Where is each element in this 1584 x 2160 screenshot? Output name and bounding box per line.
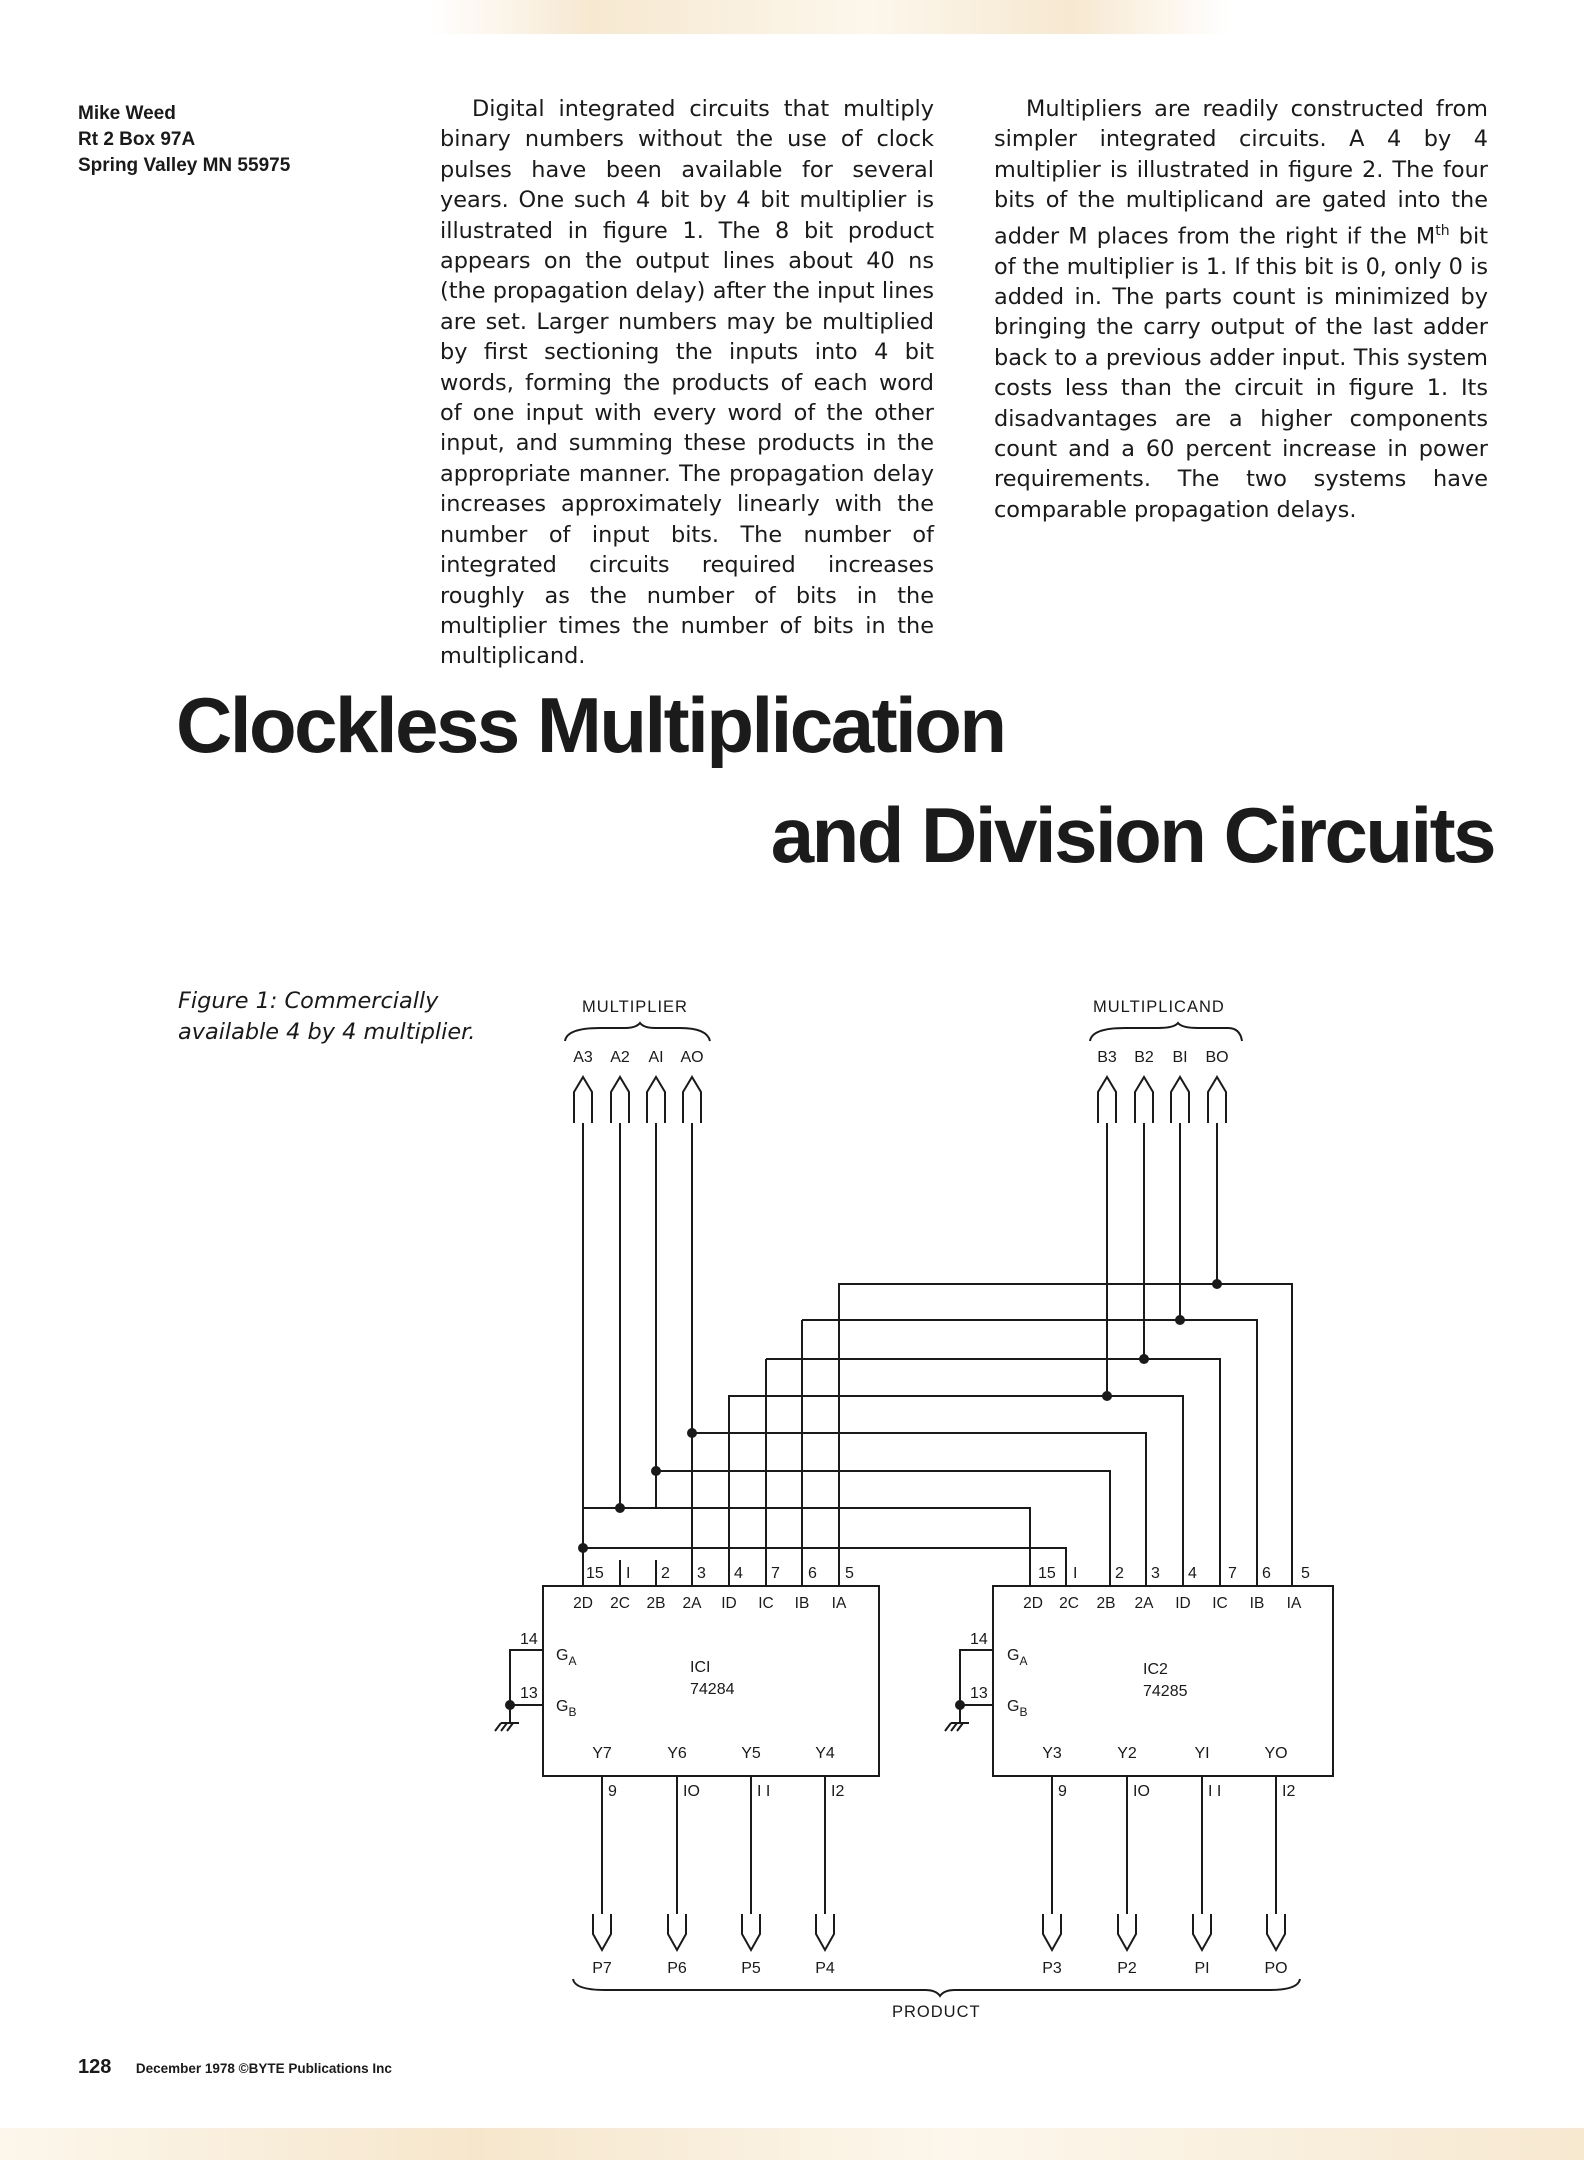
ic1-output-label: Y5 <box>741 1745 761 1762</box>
ic1-pin-number: 3 <box>697 1565 706 1582</box>
ic1-pin-name: IA <box>831 1595 847 1612</box>
ic2-pin-ticks <box>1030 1560 1292 1586</box>
ic2-output-pin: I I <box>1208 1783 1222 1800</box>
ic1-gate-b: $G_B$ <box>556 1698 577 1719</box>
ic2-output-label: YO <box>1264 1745 1288 1762</box>
junction-dot <box>1212 1279 1222 1289</box>
ic2-pin-name: 2D <box>1023 1595 1043 1612</box>
input-label-AO: AO <box>680 1049 704 1066</box>
ic2-pin-name: ID <box>1175 1595 1191 1612</box>
ic2-pin-number: 5 <box>1301 1565 1310 1582</box>
ic2-output-label: YI <box>1194 1745 1210 1762</box>
pin-arrow-A2 <box>611 1077 629 1123</box>
ic1-output-pin: I I <box>757 1783 771 1800</box>
junction-dot <box>505 1700 515 1710</box>
body-paragraph-2-end: bit of the multiplier is 1. If this bit is 0, only 0 is added in. The parts count is minimized by bringing the carry output of the last adder back to a previous adder input. This system costs less than the circuit in figure 1. Its disadvantages are a higher components count and a 60 percent increase in power requirements. The two systems have comparable propagation delays. <box>994 223 1488 523</box>
ic1-pin-name: 2C <box>610 1595 630 1612</box>
ic1-pin-name: IC <box>758 1595 774 1612</box>
ic2-pin-name: 2B <box>1096 1595 1116 1612</box>
junction-dot <box>1139 1354 1149 1364</box>
product-label-P3: P3 <box>1042 1960 1062 1977</box>
ic1-gate-a: $G_A$ <box>556 1647 577 1668</box>
ic1-pin-number: I <box>626 1565 631 1582</box>
wire-AO-to-ic2 <box>692 1433 1146 1586</box>
ic1-output-label: Y4 <box>815 1745 835 1762</box>
pin-arrow-BI <box>1171 1077 1189 1123</box>
input-label-BO: BO <box>1205 1049 1229 1066</box>
wire-ic1-out <box>602 1776 825 1914</box>
ic2-gate-pin: 13 <box>970 1685 988 1702</box>
product-label-P5: P5 <box>741 1960 761 1977</box>
ic1-pin-number: 4 <box>734 1565 743 1582</box>
input-label-A2: A2 <box>610 1049 630 1066</box>
ic1-pin-name: 2D <box>573 1595 593 1612</box>
junction-dot <box>687 1428 697 1438</box>
ic2-pin-name: IC <box>1212 1595 1228 1612</box>
ic1-gate-pin: 14 <box>520 1631 538 1648</box>
ic1-pin-name: 2A <box>682 1595 702 1612</box>
ic1-pin-number: 7 <box>771 1565 780 1582</box>
ic1-output-pin: I2 <box>831 1783 845 1800</box>
wire-ic2-out <box>1052 1776 1276 1914</box>
ic1-pin-number: 6 <box>808 1565 817 1582</box>
pin-arrow-B2 <box>1135 1077 1153 1123</box>
wire-ic2-pin7 <box>1217 1284 1292 1586</box>
junction-dot <box>1175 1315 1185 1325</box>
ic2-name: IC2 <box>1143 1661 1168 1678</box>
junction-dot <box>615 1503 625 1513</box>
author-name: Mike Weed <box>78 103 176 124</box>
input-label-AI: AI <box>648 1049 664 1066</box>
ic1-output-label: Y6 <box>667 1745 687 1762</box>
pin-arrow-AI <box>647 1077 665 1123</box>
body-paragraph-1: Digital integrated circuits that multiply binary numbers without the use of clock pulses have been available for several years. One such 4 bit by 4 bit multiplier is illustrated in figure 1. The 8 bit product appears on the output lines about 40 ns (the propagation delay) after the input lines are set. Larger numbers may be multiplied by first sectioning the inputs into 4 bit words, forming the products of each word of one input with every word of the other input, and summing these products in the appropriate manner. The propagation delay increases approximately linearly with the number of input bits. The number of integrated circuits required increases roughly as the number of bits in the multiplier times the number of bits in the multiplicand. <box>440 96 934 670</box>
wire-A2 <box>583 1123 620 1508</box>
wire-ic1-pin4 <box>729 1396 1107 1586</box>
author-address-line2: Spring Valley MN 55975 <box>78 155 291 176</box>
ic2-pin-name: 2C <box>1059 1595 1079 1612</box>
product-label: PRODUCT <box>892 2003 981 2021</box>
ic1-pin-name: 2B <box>646 1595 666 1612</box>
junction-dot <box>651 1466 661 1476</box>
ic2-pin-number: I <box>1073 1565 1078 1582</box>
ic2-output-pin: 9 <box>1058 1783 1067 1800</box>
multiplicand-label: MULTIPLICAND <box>1093 998 1225 1016</box>
body-paragraph-2-start: Multipliers are readily constructed from simpler integrated circuits. A 4 by 4 multiplier is illustrated in figure 2. The four bits of the multiplicand are gated into the adder M places from the right if the M <box>994 96 1488 250</box>
ic2-pin-number: 7 <box>1228 1565 1237 1582</box>
footer-date-line: December 1978 ©BYTE Publications Inc <box>135 2061 392 2076</box>
ic1-output-pin: 9 <box>608 1783 617 1800</box>
pin-arrow-AO <box>683 1077 701 1123</box>
pin-arrow-A3 <box>574 1077 592 1123</box>
multiplier-label: MULTIPLIER <box>582 998 688 1016</box>
author-address-line1: Rt 2 Box 97A <box>78 129 196 150</box>
pin-arrow-B3 <box>1098 1077 1116 1123</box>
product-label-PI: PI <box>1194 1960 1210 1977</box>
ic2-pin-number: 4 <box>1188 1565 1197 1582</box>
ic1-pin-number: 2 <box>661 1565 670 1582</box>
product-arrows <box>593 1914 1285 1950</box>
input-label-B2: B2 <box>1134 1049 1154 1066</box>
ic2-pin-number: 3 <box>1151 1565 1160 1582</box>
ic1-part: 74284 <box>690 1681 735 1698</box>
superscript-th: th <box>1435 222 1450 239</box>
page-footer <box>78 2056 392 2079</box>
ic1-pin-name: IB <box>794 1595 810 1612</box>
article-title-line1: Clockless Multiplication <box>176 681 1005 769</box>
ic1-pin-name: ID <box>721 1595 737 1612</box>
ic2-pin-number: 15 <box>1038 1565 1056 1582</box>
wire-ic1-pin5 <box>839 1284 1217 1586</box>
input-label-B3: B3 <box>1097 1049 1117 1066</box>
ic2-pin-name: 2A <box>1134 1595 1154 1612</box>
ic1-name: ICI <box>690 1659 711 1676</box>
input-label-BI: BI <box>1172 1049 1188 1066</box>
page-number: 128 <box>78 2056 112 2078</box>
ic2-pin-number: 2 <box>1115 1565 1124 1582</box>
ic1-output-label: Y7 <box>592 1745 612 1762</box>
figure-caption: Figure 1: Commercially available 4 by 4 multiplier. <box>178 988 476 1045</box>
ic2-pin-name: IB <box>1249 1595 1265 1612</box>
multiplicand-bracket <box>1090 1023 1242 1041</box>
ic2-gate-b: $G_B$ <box>1007 1698 1028 1719</box>
junction-dot <box>578 1543 588 1553</box>
multiplier-bracket <box>565 1023 710 1041</box>
ic1-pin-number: 15 <box>586 1565 604 1582</box>
ic2-pin-name: IA <box>1286 1595 1302 1612</box>
ic2-part: 74285 <box>1143 1683 1188 1700</box>
article-title-line2: and Division Circuits <box>770 791 1494 879</box>
product-label-P7: P7 <box>592 1960 612 1977</box>
ic2-gate-a: $G_A$ <box>1007 1647 1028 1668</box>
ic1-pin-ticks <box>583 1560 839 1586</box>
junction-dot <box>955 1700 965 1710</box>
ic2-output-label: Y3 <box>1042 1745 1062 1762</box>
ic2-output-label: Y2 <box>1117 1745 1137 1762</box>
product-label-PO: PO <box>1264 1960 1288 1977</box>
product-label-P2: P2 <box>1117 1960 1137 1977</box>
input-label-A3: A3 <box>573 1049 593 1066</box>
ic1-output-pin: IO <box>683 1783 700 1800</box>
pin-arrow-BO <box>1208 1077 1226 1123</box>
product-label-P6: P6 <box>667 1960 687 1977</box>
junction-dot <box>1102 1391 1112 1401</box>
product-label-P4: P4 <box>815 1960 835 1977</box>
ic1-gate-pin: 13 <box>520 1685 538 1702</box>
ic2-output-pin: IO <box>1133 1783 1150 1800</box>
ic2-pin-number: 6 <box>1262 1565 1271 1582</box>
ic1-pin-number: 5 <box>845 1565 854 1582</box>
ic2-gate-pin: 14 <box>970 1631 988 1648</box>
ic2-output-pin: I2 <box>1282 1783 1296 1800</box>
product-bracket <box>573 1979 1300 1996</box>
